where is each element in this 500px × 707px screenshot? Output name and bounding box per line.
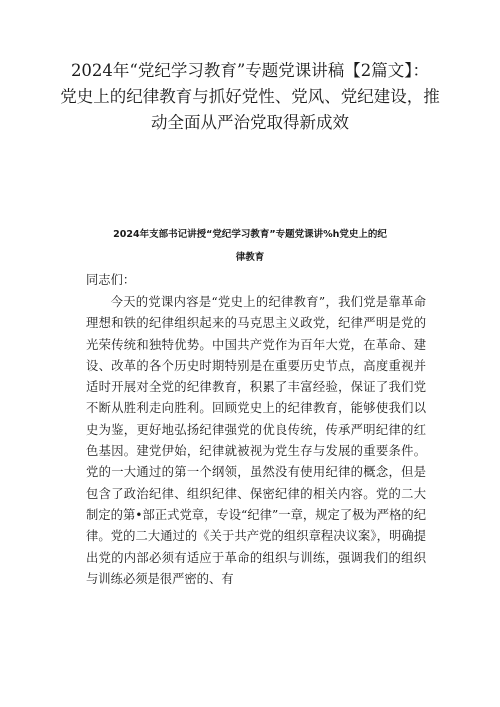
section-heading [96,223,404,269]
title-line-1: 2024年“党纪学习教育”专题党课讲稿【2篇文】： [70,61,430,80]
salutation: 同志们： [86,273,136,287]
body-paragraph: 今天的党课内容是“党史上的纪律教育”，我们党是靠革命理想和铁的纪律组织起来的马克思主义政党，纪律严明是党的光荣传统和独特优势。中国共产党作为百年大党，在革命、建设、改革的各个历史时期特别是在重要历史节点，高度重视并适时开展对全党的纪律教育，积累了丰富经验，保证了我们党不断从胜利走向胜利。回顾党史上的纪律教育，能够使我们以史为鉴，更好地弘扬纪律强党的优良传统，传承严明纪律的红色基因。建党伊始，纪律就被视为党生存与发展的重要条件。党的一大通过的第一个纲领，虽然没有使用纪律的概念，但是包含了政治纪律、组织纪律、保密纪律的相关内容。党的二大制定的第•部正式党章，专设“纪律”一章，规定了极为严格的纪律。党的二大通过的《关于共产党的组织章程决议案》，明确提出党的内部必须有适应于革命的组织与训练，强调我们的组织与训练必须是很严密的、有 [86,295,426,586]
title-line-3: 动全面从严治党取得新成效 [151,113,349,132]
section-heading-line-1: 2024年支部书记讲授“党纪学习教育”专题党课讲%h党史上的纪 [113,229,387,240]
document-title [56,58,444,136]
title-line-2: 党史上的纪律教育与抓好党性、党风、党纪建设，推 [60,87,440,106]
section-heading-line-2: 律教育 [235,252,265,263]
